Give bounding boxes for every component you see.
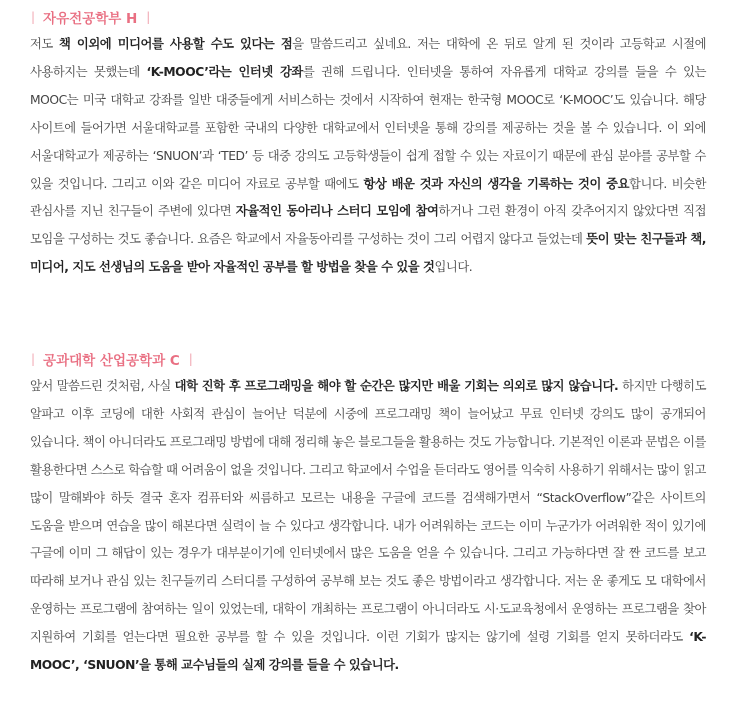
heading-divider-right: | bbox=[188, 352, 193, 366]
body-text: 하지만 다행히도 알파고 이후 코딩에 대한 사회적 관심이 늘어난 덕분에 시중에 프로그래밍 책이 늘어났고 무료 인터넷 강의도 많이 공개되어 있습니다. 책이 아니더라도 프로그래밍 방법에 대해 정리해 놓은 블로그들을 활용하는 것도 가능합니다. 기본적인 이론과 문법은 이를 활용한다면 스스로 학습할 때 어려움이 없을 것입니다. 그리고 학교에서 수업을 듣더라도 영어를 익숙히 사용하기 위해서는 많이 읽고 많이 말해봐야 하듯 결국 혼자 컴퓨터와 씨름하고 모르는 내용을 구글에 코드를 검색해가면서 “StackOverflow”같은 사이트의 도움을 받으며 연습을 많이 해본다면 실력이 늘 수 있다고 생각합니다. 내가 어려워하는 코드는 이미 누군가가 어려워한 적이 있기에 구글에 이미 그 해답이 있는 경우가 대부분이기에 인터넷에서 많은 도움을 얻을 수 있습니다. 그리고 가능하다면 잘 짠 코드를 보고 따라해 보거나 관심 있는 친구들끼리 스터디를 구성하여 공부해 보는 것도 좋은 방법이라고 생각합니다. 저는 운 좋게도 모 대학에서 운영하는 프로그램에 참여하는 일이 있었는데, 대학이 개최하는 프로그램이 아니더라도 시·도교육청에서 운영하는 프로그램을 찾아 지원하여 기회를 얻는다면 필요한 공부를 할 수 있을 것입니다. 이런 기회가 많지는 않기에 설령 기회를 얻지 못하더라도 bbox=[30, 379, 707, 645]
heading-label: 자유전공학부 H bbox=[43, 11, 138, 27]
answer-section-1 bbox=[30, 6, 706, 294]
body-text: 를 권해 드립니다. 인터넷을 통하여 자유롭게 대학교 강의를 들을 수 있는 MOOC는 미국 대학교 강좌를 일반 대중들에게 서비스하는 것에서 시작하여 현재는 한국형 MOOC로 ‘K-MOOC’도 있습니다. 해당 사이트에 들어가면 서울대학교를 포함한 국내의 다양한 대학교에서 인터넷을 통해 강의를 제공하는 것을 볼 수 있습니다. 이 외에 서울대학교가 제공하는 ‘SNUON’과 ‘TED’ 등 대중 강의도 고등학생들이 쉽게 접할 수 있는 자료이기 때문에 관심 분야를 공부할 수 있을 것입니다. 그리고 이와 같은 미디어 자료로 공부할 때에도 bbox=[30, 64, 706, 191]
section-heading bbox=[31, 6, 706, 28]
emphasis-text: ‘K-MOOC’, ‘SNUON’을 통해 교수님들의 실제 강의를 들을 수 있습니다. bbox=[30, 630, 706, 673]
emphasis-text: 항상 배운 것과 자신의 생각을 기록하는 것이 중요 bbox=[363, 176, 630, 191]
answer-paragraph bbox=[30, 373, 706, 680]
body-text: 합니다. 비슷한 관심사를 지닌 친구들이 주변에 있다면 bbox=[30, 176, 706, 219]
heading-divider-right: | bbox=[146, 10, 151, 24]
body-text: 입니다. bbox=[434, 260, 473, 275]
heading-label: 공과대학 산업공학과 C bbox=[43, 353, 180, 369]
body-text: 을 말씀드리고 싶네요. 저는 대학에 온 뒤로 알게 된 것이라 고등학교 시절에 사용하지는 못했는데 bbox=[30, 37, 706, 79]
answer-paragraph bbox=[30, 31, 706, 282]
answer-section-2 bbox=[30, 348, 706, 692]
body-text: 앞서 말씀드린 것처럼, 사실 bbox=[30, 379, 175, 393]
section-heading bbox=[31, 348, 706, 370]
heading-divider-left: | bbox=[31, 352, 36, 366]
heading-divider-left: | bbox=[31, 10, 36, 24]
emphasis-text: 뜻이 맞는 친구들과 책, 미디어, 지도 선생님의 도움을 받아 자율적인 공부를 할 방법을 찾을 수 있을 것 bbox=[30, 232, 707, 275]
emphasis-text: 자율적인 동아리나 스터디 모임에 참여 bbox=[235, 204, 439, 219]
emphasis-text: ‘K-MOOC’라는 인터넷 강좌 bbox=[146, 64, 303, 79]
body-text: 저도 bbox=[30, 37, 59, 51]
emphasis-text: 책 이외에 미디어를 사용할 수도 있다는 점 bbox=[58, 37, 293, 51]
emphasis-text: 대학 진학 후 프로그래밍을 해야 할 순간은 많지만 배울 기회는 의외로 많지 않습니다. bbox=[174, 379, 619, 393]
body-text: 하거나 그런 환경이 아직 갖추어지지 않았다면 직접 모임을 구성하는 것도 좋습니다. 요즘은 학교에서 자율동아리를 구성하는 것이 그리 어렵지 않다고 들었는데 bbox=[30, 204, 707, 247]
